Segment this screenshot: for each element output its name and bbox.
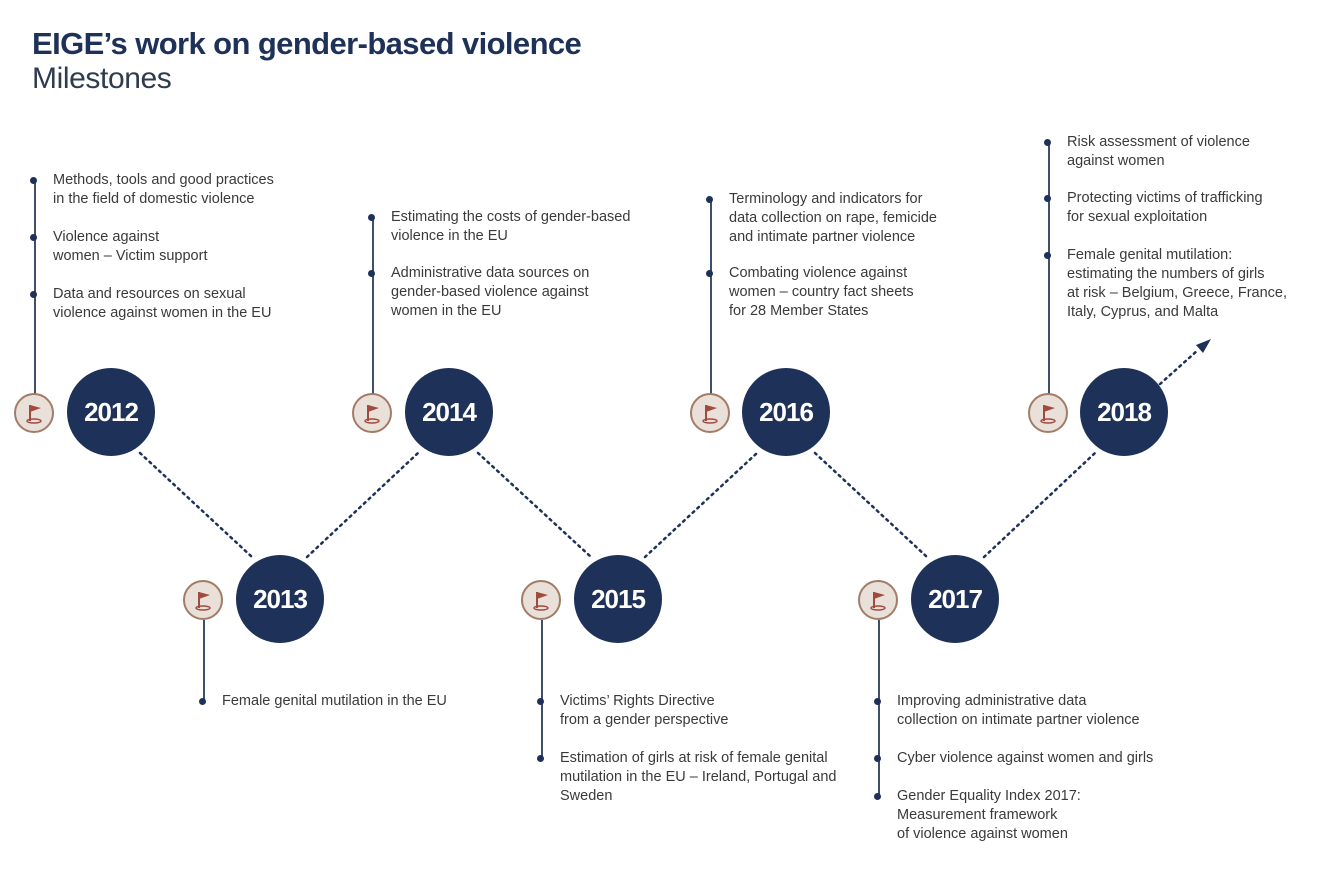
bullet-icon [368,214,375,221]
year-badge-2017: 2017 [911,555,999,643]
bullet-icon [30,291,37,298]
milestone-2017-item-3: Gender Equality Index 2017: Measurement framework of violence against women [878,787,1081,844]
year-badge-2016: 2016 [742,368,830,456]
bullet-icon [874,698,881,705]
milestone-2014-item-2: Administrative data sources on gender-based violence against women in the EU [372,264,589,321]
page-subtitle: Milestones [32,62,172,95]
milestone-2012-item-1: Methods, tools and good practices in the field of domestic violence [34,171,274,209]
milestone-2017-item-2: Cyber violence against women and girls [878,749,1153,768]
milestone-2017-item-1: Improving administrative data collection on intimate partner violence [878,692,1140,730]
connector-2016-2017 [815,453,927,557]
bullet-icon [706,270,713,277]
connector-2013-2014 [307,453,418,557]
flag-icon [183,580,223,620]
bullet-icon [1044,195,1051,202]
milestone-2018-item-1: Risk assessment of violence against women [1048,133,1250,171]
bullet-icon [30,234,37,241]
bullet-icon [199,698,206,705]
page-title: EIGE’s work on gender-based violence [32,26,582,61]
milestone-2016-item-1: Terminology and indicators for data collection on rape, femicide and intimate partner violence [710,190,937,247]
bullet-icon [874,793,881,800]
milestone-2016-item-2: Combating violence against women – country fact sheets for 28 Member States [710,264,914,321]
milestone-2015-item-2: Estimation of girls at risk of female genital mutilation in the EU – Ireland, Portugal and Sweden [541,749,836,806]
year-badge-2015: 2015 [574,555,662,643]
bullet-icon [874,755,881,762]
arrow-head-icon [1196,339,1211,353]
flag-icon [352,393,392,433]
milestone-2018-item-2: Protecting victims of trafficking for sexual exploitation [1048,189,1263,227]
stem-2015 [541,620,543,760]
bullet-icon [537,755,544,762]
bullet-icon [368,270,375,277]
flag-icon [521,580,561,620]
milestone-2018-item-3: Female genital mutilation: estimating the numbers of girls at risk – Belgium, Greece, France, Italy, Cyprus, and Malta [1048,246,1287,322]
milestone-2014-item-1: Estimating the costs of gender-based violence in the EU [372,208,630,246]
bullet-icon [1044,139,1051,146]
flag-icon [1028,393,1068,433]
bullet-icon [537,698,544,705]
milestone-2012-item-2: Violence against women – Victim support [34,228,207,266]
connector-2018-future [1160,350,1198,384]
bullet-icon [706,196,713,203]
connector-2014-2015 [478,453,591,557]
flag-icon [14,393,54,433]
milestone-2013-item-1: Female genital mutilation in the EU [203,692,447,711]
milestone-2015-item-1: Victims’ Rights Directive from a gender perspective [541,692,728,730]
year-badge-2012: 2012 [67,368,155,456]
year-badge-2018: 2018 [1080,368,1168,456]
stem-2013 [203,620,205,702]
bullet-icon [30,177,37,184]
year-badge-2014: 2014 [405,368,493,456]
bullet-icon [1044,252,1051,259]
connector-2017-2018 [984,453,1095,557]
connector-2015-2016 [645,453,757,557]
milestone-2012-item-3: Data and resources on sexual violence against women in the EU [34,285,271,323]
year-badge-2013: 2013 [236,555,324,643]
flag-icon [858,580,898,620]
flag-icon [690,393,730,433]
connector-2012-2013 [140,453,252,557]
